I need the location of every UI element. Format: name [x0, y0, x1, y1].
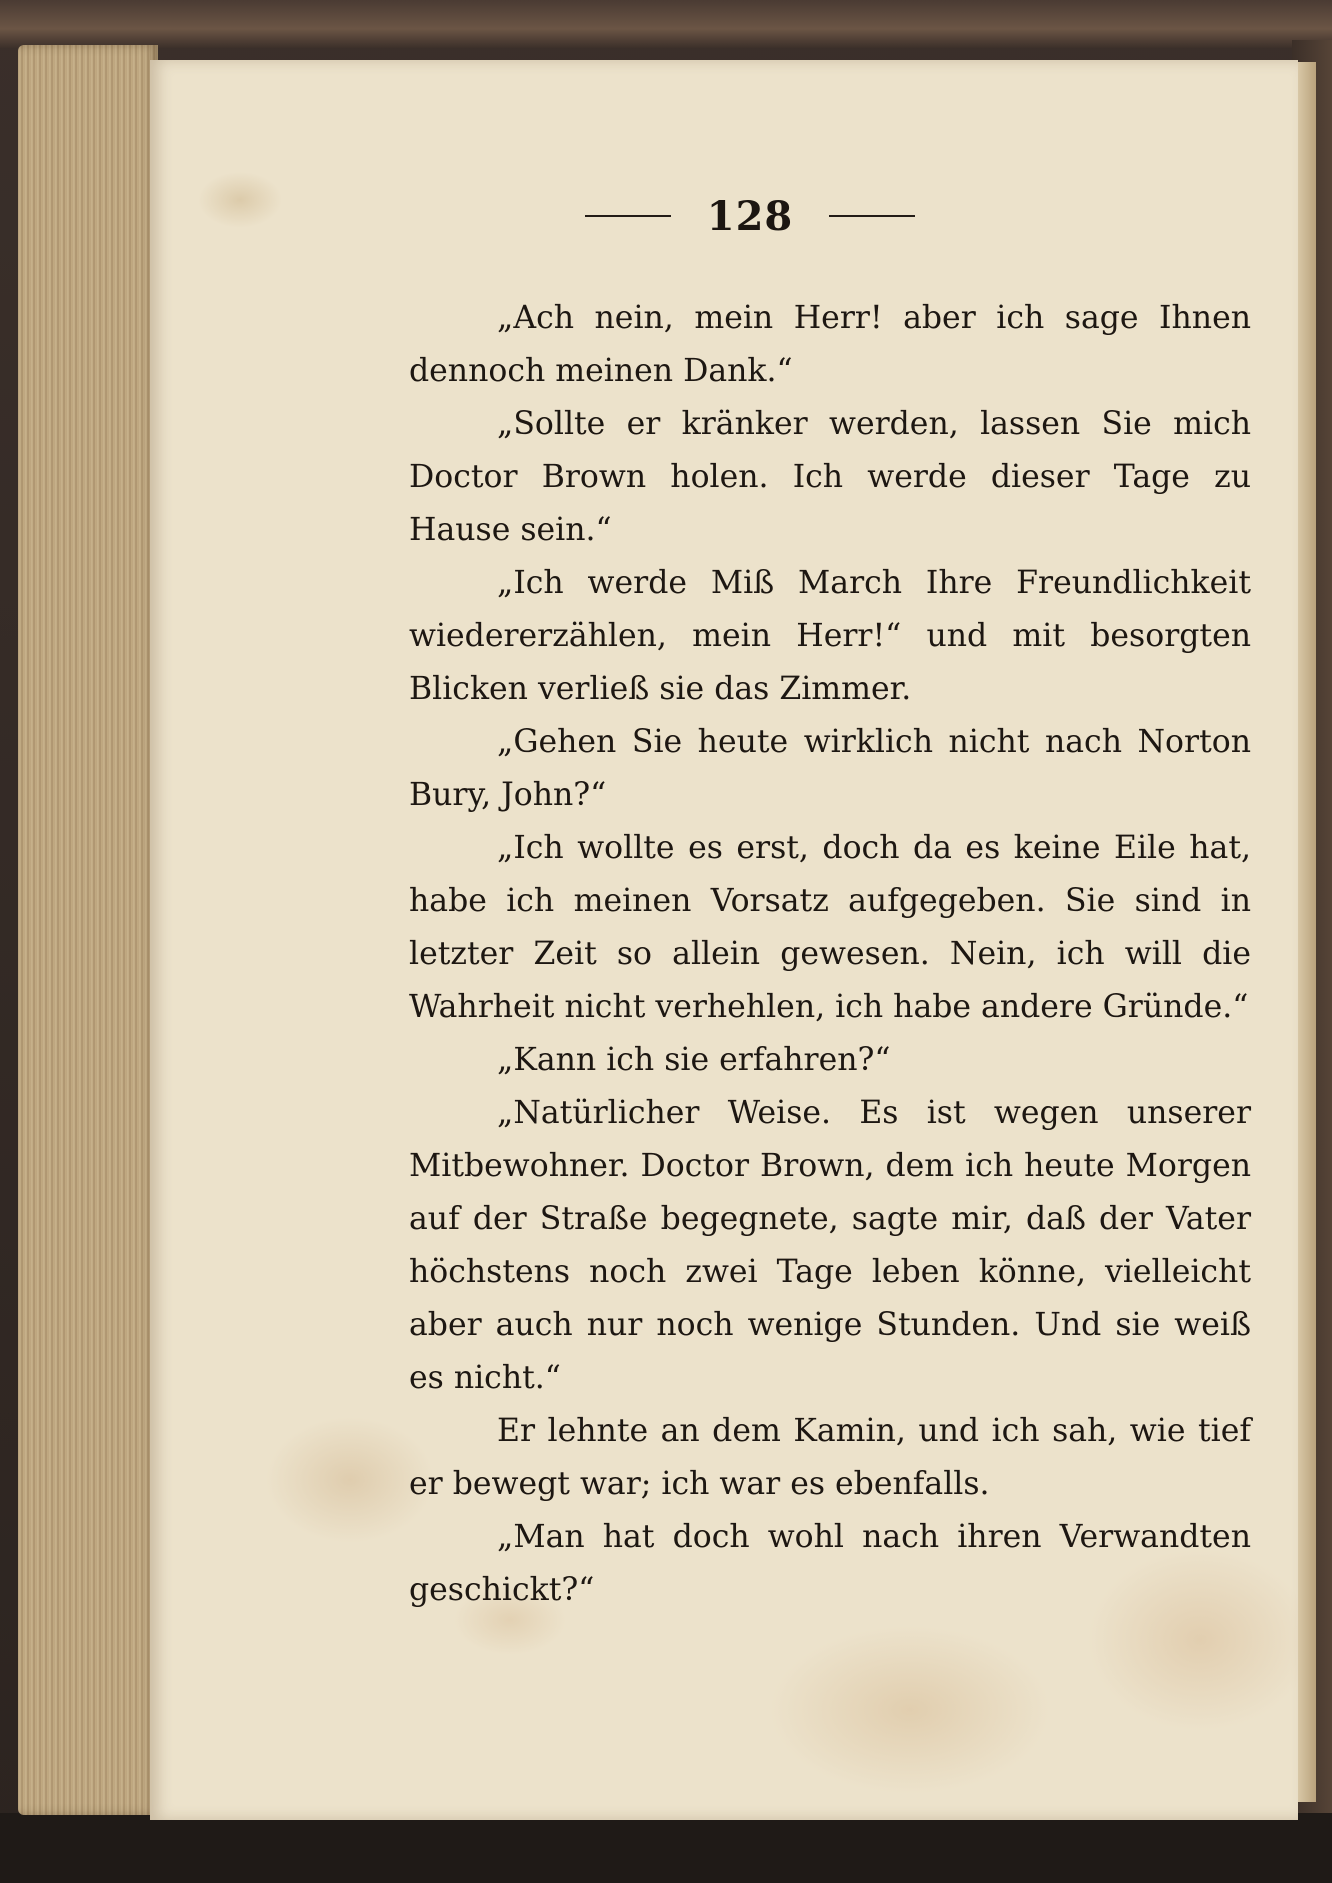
cover-top-edge: [0, 0, 1332, 48]
body-text: [409, 292, 1251, 1617]
paragraph: „Ach nein, mein Herr! aber ich sage Ihnen dennoch meinen Dank.“: [409, 300, 1251, 389]
paragraph: „Gehen Sie heute wirklich nicht nach Norton Bury, John?“: [409, 724, 1251, 813]
header-rule-right: [829, 215, 915, 217]
paragraph: „Kann ich sie erfahren?“: [497, 1042, 891, 1078]
paragraph: „Ich wollte es erst, doch da es keine Eile hat, habe ich meinen Vorsatz aufgegeben. Sie sind in letzter Zeit so allein gewesen. Nein, ich will die Wahrheit nicht verhehlen, ich habe andere Gründe.“: [409, 830, 1251, 1025]
page-stack-edges: [18, 45, 158, 1815]
page-number: 128: [706, 192, 794, 240]
header-rule-left: [585, 215, 671, 217]
cover-bottom-edge: [0, 1813, 1332, 1883]
page-header: [500, 186, 1000, 246]
paragraph: Er lehnte an dem Kamin, und ich sah, wie tief er bewegt war; ich war es ebenfalls.: [409, 1413, 1251, 1502]
paragraph: „Man hat doch wohl nach ihren Verwandten geschickt?“: [409, 1519, 1251, 1608]
paragraph: „Ich werde Miß March Ihre Freundlichkeit wiedererzählen, mein Herr!“ und mit besorgten Blicken verließ sie das Zimmer.: [409, 565, 1251, 707]
paragraph: „Natürlicher Weise. Es ist wegen unserer Mitbewohner. Doctor Brown, dem ich heute Morgen auf der Straße begegnete, sagte mir, daß der Vater höchstens noch zwei Tage leben könne, vielleicht aber auch nur noch wenige Stunden. Und sie weiß es nicht.“: [409, 1095, 1251, 1396]
paragraph: „Sollte er kränker werden, lassen Sie mich Doctor Brown holen. Ich werde dieser Tage zu Hause sein.“: [409, 406, 1251, 548]
right-page-edge: [1298, 62, 1316, 1802]
